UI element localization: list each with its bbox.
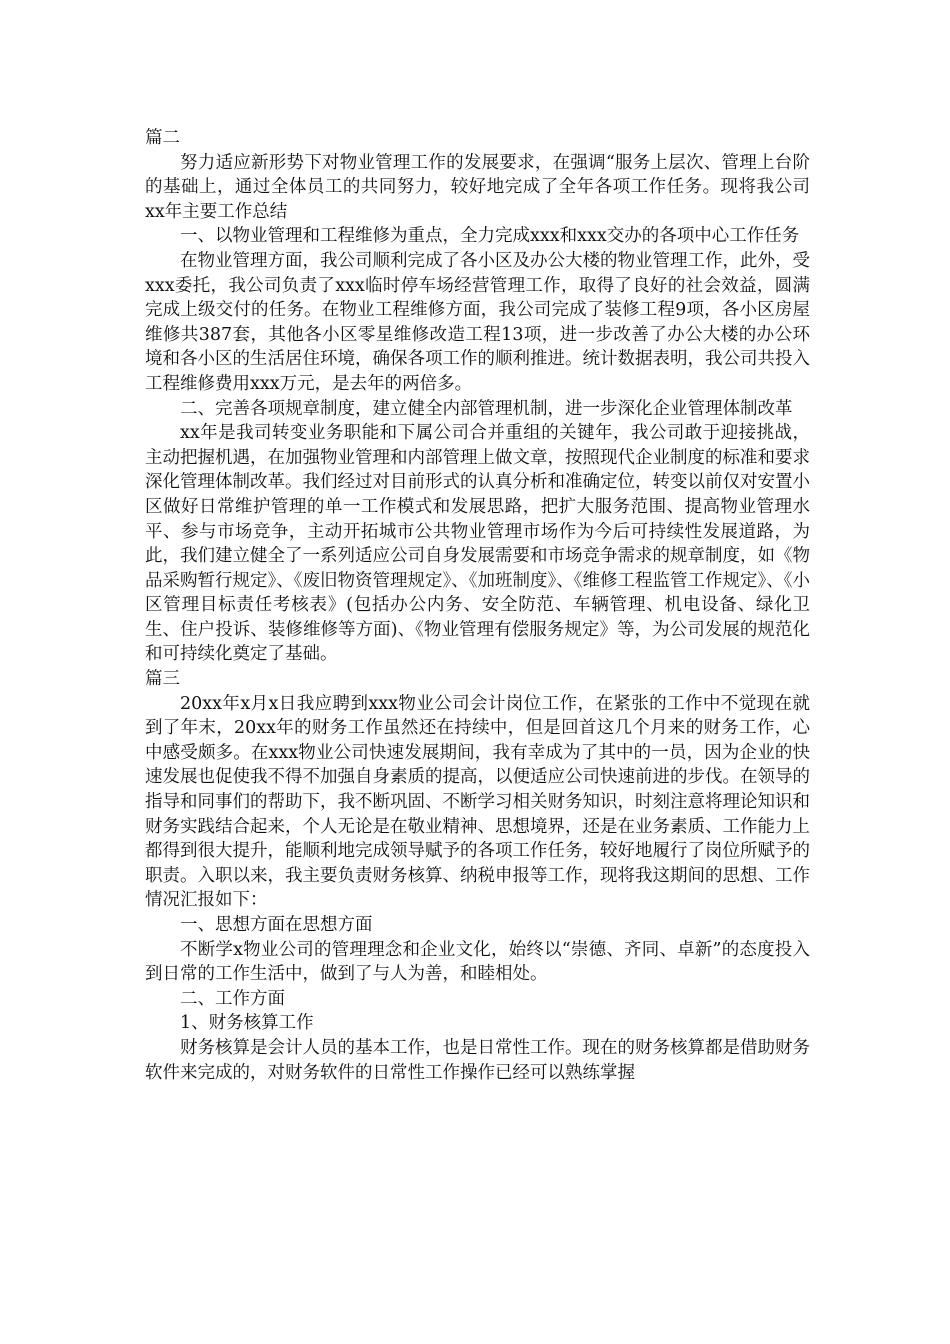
paragraph: 20xx年x月x日我应聘到xxx物业公司会计岗位工作，在紧张的工作中不觉现在就到了年末，20xx年的财务工作虽然还在持续中，但是回首这几个月来的财务工作，心中感受颇多。在xxx物业公司快速发展期间，我有幸成为了其中的一员，因为企业的快速发展也促使我不得不加强自身素质的提高，以便适应公司快速前进的步伐。在领导的指导和同事们的帮助下，我不断巩固、不断学习相关财务知识，时刻注意将理论知识和财务实践结合起来，个人无论是在敬业精神、思想境界，还是在业务素质、工作能力上都得到很大提升，能顺利地完成领导赋予的各项工作任务，较好地履行了岗位所赋予的职责。入职以来，我主要负责财务核算、纳税申报等工作，现将我这期间的思想、工作情况汇报如下： [145,693,810,911]
paragraph: xx年是我司转变业务职能和下属公司合并重组的关键年，我公司敢于迎接挑战，主动把握机遇，在加强物业管理和内部管理上做文章，按照现代企业制度的标准和要求深化管理体制改革。我们经过对目前形式的认真分析和准确定位，转变以前仅对安置小区做好日常维护管理的单一工作模式和发展思路，把扩大服务范围、提高物业管理水平、参与市场竞争，主动开拓城市公共物业管理市场作为今后可持续性发展道路，为此，我们建立健全了一系列适应公司自身发展需要和市场竞争需求的规章制度，如《物品采购暂行规定》、《废旧物资管理规定》、《加班制度》、《维修工程监管工作规定》、《小区管理目标责任考核表》(包括办公内务、安全防范、车辆管理、机电设备、绿化卫生、住户投诉、装修维修等方面)、《物业管理有偿服务规定》等，为公司发展的规范化和可持续化奠定了基础。 [145,423,810,665]
heading-paragraph: 1、财务核算工作 [180,1013,314,1034]
document-page [145,126,810,1085]
paragraph: 努力适应新形势下对物业管理工作的发展要求，在强调“服务上层次、管理上台阶的基础上，通过全体员工的共同努力，较好地完成了全年各项工作任务。现将我公司xx年主要工作总结 [145,152,810,222]
paragraph: 在物业管理方面，我公司顺利完成了各小区及办公大楼的物业管理工作，此外，受xxx委托，我公司负责了xxx临时停车场经营管理工作，取得了良好的社会效益，圆满完成上级交付的任务。在物业工程维修方面，我公司完成了装修工程9项，各小区房屋维修共387套，其他各小区零星维修改造工程13项，进一步改善了办公大楼的办公环境和各小区的生活居住环境，确保各项工作的顺利推进。统计数据表明，我公司共投入工程维修费用xxx万元，是去年的两倍多。 [145,250,810,394]
heading-paragraph: 一、思想方面在思想方面 [180,915,373,935]
paragraph: 财务核算是会计人员的基本工作，也是日常性工作。现在的财务核算都是借助财务软件来完成的，对财务软件的日常性工作操作已经可以熟练掌握 [145,1037,810,1083]
section-title: 篇二 [145,128,180,148]
heading-paragraph: 一、以物业管理和工程维修为重点，全力完成xxx和xxx交办的各项中心工作任务 [180,226,800,247]
section-title: 篇三 [145,669,180,690]
paragraph: 不断学x物业公司的管理理念和企业文化，始终以“崇德、齐同、卓新”的态度投入到日常的工作生活中，做到了与人为善，和睦相处。 [145,939,810,985]
heading-paragraph: 二、工作方面 [180,988,285,1009]
heading-paragraph: 二、完善各项规章制度，建立健全内部管理机制，进一步深化企业管理体制改革 [180,398,793,419]
